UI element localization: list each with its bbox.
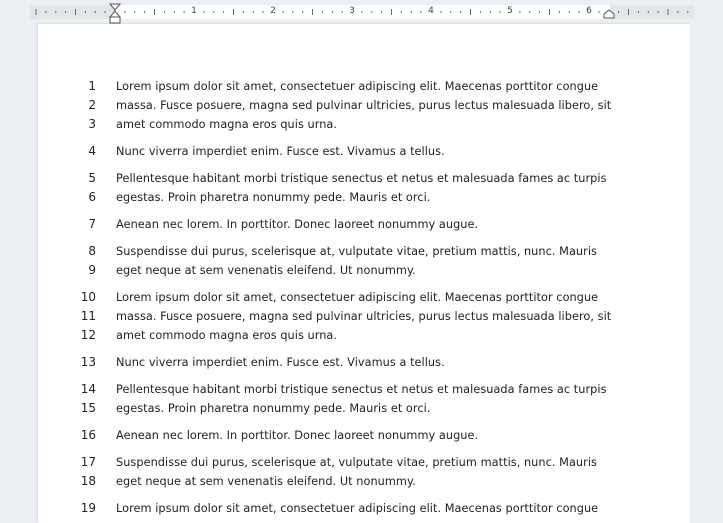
ruler-tick bbox=[322, 11, 323, 13]
ruler-number: 2 bbox=[270, 6, 276, 16]
ruler-tick bbox=[371, 11, 372, 13]
document-line[interactable] bbox=[38, 399, 690, 418]
left-indent-marker[interactable] bbox=[110, 4, 120, 23]
document-line[interactable] bbox=[38, 326, 690, 345]
ruler-tick bbox=[421, 11, 422, 13]
line-text[interactable]: Lorem ipsum dolor sit amet, consectetuer adipiscing elit. Maecenas porttitor congue bbox=[116, 80, 599, 93]
line-number: 7 bbox=[88, 217, 96, 231]
ruler-tick bbox=[332, 11, 333, 13]
ruler-tick bbox=[95, 11, 96, 13]
document-line[interactable] bbox=[38, 353, 690, 372]
line-text[interactable]: Pellentesque habitant morbi tristique senectus et netus et malesuada fames ac turpis bbox=[116, 383, 607, 396]
ruler-tick bbox=[203, 11, 204, 13]
ruler-tick bbox=[559, 11, 560, 13]
ruler-tick bbox=[45, 11, 46, 13]
ruler-tick bbox=[65, 11, 66, 13]
ruler-tick bbox=[144, 11, 145, 13]
ruler-number: 3 bbox=[349, 6, 355, 16]
line-number: 2 bbox=[88, 98, 96, 112]
ruler-tick bbox=[75, 9, 76, 15]
ruler-tick bbox=[529, 11, 530, 13]
ruler-tick bbox=[668, 9, 669, 15]
ruler-tick bbox=[490, 11, 491, 13]
document-line[interactable] bbox=[38, 142, 690, 161]
ruler-tick bbox=[450, 11, 451, 13]
ruler-tick bbox=[184, 11, 185, 13]
ruler-tick bbox=[302, 11, 303, 13]
line-number: 1 bbox=[88, 79, 96, 93]
ruler-tick bbox=[628, 9, 629, 15]
line-number: 18 bbox=[80, 474, 96, 488]
ruler-tick bbox=[263, 11, 264, 13]
ruler-tick bbox=[470, 9, 471, 15]
ruler-number: 1 bbox=[191, 6, 197, 16]
ruler-tick bbox=[154, 9, 155, 15]
ruler-tick bbox=[243, 11, 244, 13]
document-page[interactable] bbox=[38, 24, 690, 523]
line-text[interactable]: eget neque at sem venenatis eleifend. Ut nonummy. bbox=[116, 475, 416, 488]
ruler-tick bbox=[411, 11, 412, 13]
line-number: 9 bbox=[88, 263, 96, 277]
ruler-tick bbox=[401, 11, 402, 13]
document-line[interactable] bbox=[38, 499, 690, 518]
line-number: 4 bbox=[88, 144, 96, 158]
document-line[interactable] bbox=[38, 169, 690, 188]
ruler-tick bbox=[233, 9, 234, 15]
line-text[interactable]: amet commodo magna eros quis urna. bbox=[116, 118, 338, 131]
line-number: 10 bbox=[80, 290, 96, 304]
ruler-tick bbox=[361, 11, 362, 13]
ruler-number: 5 bbox=[507, 6, 513, 16]
ruler-tick bbox=[292, 11, 293, 13]
line-text[interactable]: Lorem ipsum dolor sit amet, consectetuer adipiscing elit. Maecenas porttitor congue bbox=[116, 291, 599, 304]
document-line[interactable] bbox=[38, 380, 690, 399]
ruler-tick bbox=[85, 11, 86, 13]
line-number: 8 bbox=[88, 244, 96, 258]
ruler-tick bbox=[500, 11, 501, 13]
ruler-tick bbox=[598, 11, 599, 13]
document-line[interactable] bbox=[38, 472, 690, 491]
right-indent-marker[interactable] bbox=[604, 10, 614, 18]
line-number: 3 bbox=[88, 117, 96, 131]
line-text[interactable]: Aenean nec lorem. In porttitor. Donec laoreet nonummy augue. bbox=[116, 429, 479, 442]
ruler-tick bbox=[213, 11, 214, 13]
ruler-tick bbox=[223, 11, 224, 13]
line-number: 16 bbox=[80, 428, 96, 442]
document-line[interactable] bbox=[38, 188, 690, 207]
ruler-tick bbox=[342, 11, 343, 13]
ruler-tick bbox=[391, 9, 392, 15]
document-line[interactable] bbox=[38, 261, 690, 280]
ruler-tick bbox=[36, 9, 37, 15]
line-text[interactable]: Lorem ipsum dolor sit amet, consectetuer adipiscing elit. Maecenas porttitor congue bbox=[116, 502, 599, 515]
ruler-tick bbox=[440, 11, 441, 13]
ruler-tick bbox=[253, 11, 254, 13]
line-number: 5 bbox=[88, 171, 96, 185]
ruler-number: 4 bbox=[428, 6, 434, 16]
line-number: 12 bbox=[80, 328, 96, 342]
horizontal-ruler[interactable] bbox=[0, 0, 723, 24]
ruler-tick bbox=[519, 11, 520, 13]
line-text[interactable]: Nunc viverra imperdiet enim. Fusce est. Vivamus a tellus. bbox=[116, 356, 445, 369]
line-number: 14 bbox=[80, 382, 96, 396]
ruler-tick bbox=[539, 11, 540, 13]
ruler-tick bbox=[648, 11, 649, 13]
document-line[interactable] bbox=[38, 288, 690, 307]
ruler-tick bbox=[124, 11, 125, 13]
document-line[interactable] bbox=[38, 115, 690, 134]
ruler-tick bbox=[549, 9, 550, 15]
ruler-tick bbox=[638, 11, 639, 13]
line-text[interactable]: massa. Fusce posuere, magna sed pulvinar ultricies, purus lectus malesuada libero, sit bbox=[116, 310, 612, 323]
ruler-tick bbox=[569, 11, 570, 13]
ruler-tick bbox=[55, 11, 56, 13]
line-text[interactable]: Aenean nec lorem. In porttitor. Donec laoreet nonummy augue. bbox=[116, 218, 479, 231]
ruler-tick bbox=[174, 11, 175, 13]
line-text[interactable]: amet commodo magna eros quis urna. bbox=[116, 329, 338, 342]
ruler-tick bbox=[460, 11, 461, 13]
ruler-tick bbox=[164, 11, 165, 13]
right-margin-area bbox=[690, 24, 723, 523]
document-line[interactable] bbox=[38, 426, 690, 445]
line-text[interactable]: Suspendisse dui purus, scelerisque at, vulputate vitae, pretium mattis, nunc. Mauris bbox=[116, 245, 597, 258]
line-number: 15 bbox=[80, 401, 96, 415]
line-text[interactable]: Suspendisse dui purus, scelerisque at, vulputate vitae, pretium mattis, nunc. Mauris bbox=[116, 456, 597, 469]
line-number: 17 bbox=[80, 455, 96, 469]
line-text[interactable]: Nunc viverra imperdiet enim. Fusce est. Vivamus a tellus. bbox=[116, 145, 445, 158]
line-number: 11 bbox=[80, 309, 96, 323]
ruler-tick bbox=[579, 11, 580, 13]
ruler-tick bbox=[677, 11, 678, 13]
document-line[interactable] bbox=[38, 215, 690, 234]
document-line[interactable] bbox=[38, 453, 690, 472]
ruler-tick bbox=[105, 11, 106, 13]
ruler-tick bbox=[480, 11, 481, 13]
ruler-tick bbox=[687, 11, 688, 13]
document-line[interactable] bbox=[38, 307, 690, 326]
line-number: 19 bbox=[80, 501, 96, 515]
line-text[interactable]: eget neque at sem venenatis eleifend. Ut nonummy. bbox=[116, 264, 416, 277]
ruler-tick bbox=[618, 11, 619, 13]
line-text[interactable]: massa. Fusce posuere, magna sed pulvinar ultricies, purus lectus malesuada libero, sit bbox=[116, 99, 612, 112]
line-text[interactable]: egestas. Proin pharetra nonummy pede. Mauris et orci. bbox=[116, 191, 431, 204]
ruler-ticks bbox=[0, 0, 723, 24]
ruler-tick bbox=[282, 11, 283, 13]
ruler-tick bbox=[658, 11, 659, 13]
line-text[interactable]: Pellentesque habitant morbi tristique senectus et netus et malesuada fames ac turpis bbox=[116, 172, 607, 185]
line-number: 6 bbox=[88, 190, 96, 204]
ruler-tick bbox=[312, 9, 313, 15]
ruler-tick bbox=[134, 11, 135, 13]
ruler-number: 6 bbox=[586, 6, 592, 16]
line-text[interactable]: egestas. Proin pharetra nonummy pede. Mauris et orci. bbox=[116, 402, 431, 415]
ruler-tick bbox=[381, 11, 382, 13]
line-number: 13 bbox=[80, 355, 96, 369]
document-line[interactable] bbox=[38, 96, 690, 115]
document-line[interactable] bbox=[38, 77, 690, 96]
document-line[interactable] bbox=[38, 242, 690, 261]
